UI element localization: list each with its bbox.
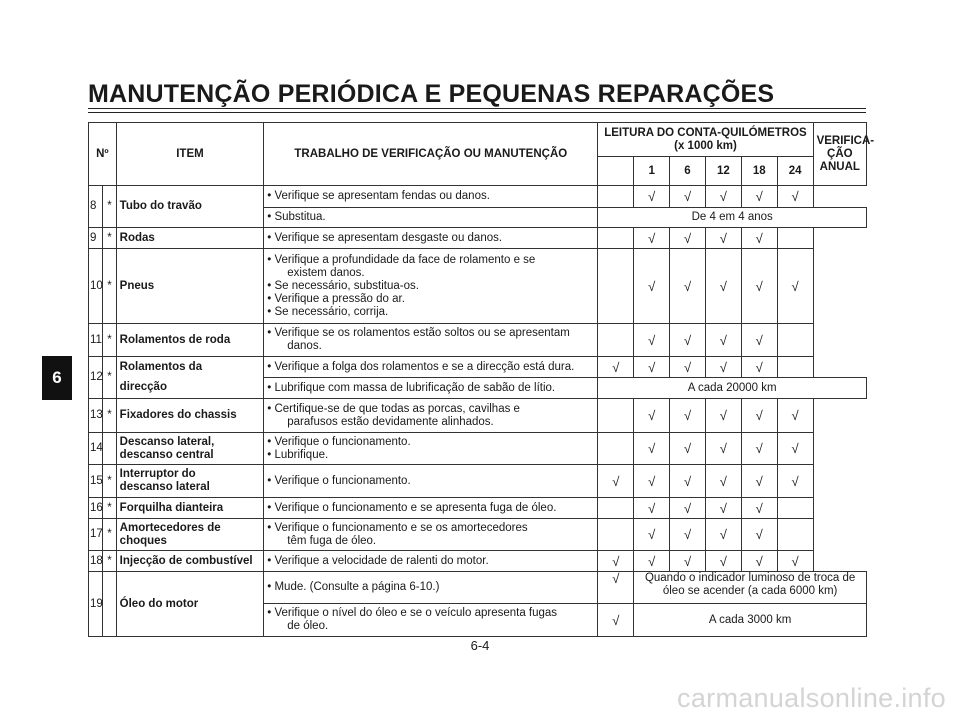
check-mark: √: [634, 498, 670, 519]
check-mark: √: [670, 433, 706, 465]
header-odometer-unit: (x 1000 km): [674, 139, 737, 152]
check-mark: √: [741, 551, 777, 572]
check-cell-empty: [598, 399, 634, 433]
item-line: Rolamentos da: [119, 361, 203, 373]
task-line: • Verifique se os rolamentos estão soltos ou se apresentam: [267, 327, 570, 339]
check-mark: √: [670, 551, 706, 572]
check-cell-empty: [598, 498, 634, 519]
check-mark: √: [741, 498, 777, 519]
check-mark: √: [670, 465, 706, 498]
item-line: choques: [119, 534, 167, 547]
row-number: 15: [89, 465, 103, 498]
row-task: • Verifique a velocidade de ralenti do motor.: [264, 551, 598, 572]
interval-text: De 4 em 4 anos: [598, 208, 867, 228]
header-odo-6: 6: [670, 157, 706, 186]
check-mark: √: [705, 551, 741, 572]
task-line: • Verifique o funcionamento.: [267, 435, 411, 448]
header-odometer: [598, 123, 813, 157]
table-row: [89, 498, 867, 519]
page-number: 6-4: [470, 638, 490, 653]
check-mark: √: [634, 465, 670, 498]
task-line: • Verifique o funcionamento e se os amortecedores: [267, 521, 528, 534]
row-task: • Mude. (Consulte a página 6-10.): [264, 572, 598, 604]
table-row: [89, 228, 867, 249]
task-line: • Verifique o nível do óleo e se o veículo apresenta fugas: [267, 607, 558, 619]
check-mark: √: [670, 324, 706, 357]
row-task: • Verifique o funcionamento.: [264, 465, 598, 498]
check-mark: √: [705, 433, 741, 465]
header-annual-line1: VERIFICA-: [816, 134, 875, 147]
row-task: • Verifique se apresentam desgaste ou danos.: [264, 228, 598, 249]
row-star: *: [103, 519, 116, 551]
item-line: Amortecedores de: [119, 521, 221, 534]
check-mark: √: [741, 186, 777, 208]
item-line: direcção: [119, 381, 167, 393]
check-mark: √: [598, 551, 634, 572]
check-cell-empty: [598, 433, 634, 465]
table-row: [89, 357, 867, 378]
task-line: • Verifique a pressão do ar.: [267, 292, 405, 305]
check-cell-empty: [777, 357, 813, 378]
check-mark: √: [741, 324, 777, 357]
check-mark: √: [670, 399, 706, 433]
check-mark: √: [634, 357, 670, 378]
task-line: parafusos estão devidamente alinhados.: [287, 415, 494, 428]
check-mark: √: [741, 433, 777, 465]
check-mark: √: [777, 433, 813, 465]
check-mark: √: [777, 186, 813, 208]
row-task: • Verifique o funcionamento e se apresenta fuga de óleo.: [264, 498, 598, 519]
interval-line: Quando o indicador luminoso de troca de: [644, 572, 856, 584]
row-star: [103, 433, 116, 465]
check-mark: √: [634, 324, 670, 357]
check-cell-empty: [777, 228, 813, 249]
row-task: [264, 519, 598, 551]
check-mark: √: [598, 357, 634, 378]
interval-line: óleo se acender (a cada 6000 km): [662, 585, 838, 597]
row-number: 18: [89, 551, 103, 572]
check-cell-empty: [598, 249, 634, 324]
check-mark: √: [705, 249, 741, 324]
check-mark: √: [741, 249, 777, 324]
row-task: [264, 399, 598, 433]
chapter-tab: 6: [42, 356, 72, 400]
watermark: carmanualsonline.info: [677, 683, 946, 713]
task-line: existem danos.: [287, 266, 365, 279]
check-cell-empty: [598, 324, 634, 357]
row-number: 10: [89, 249, 103, 324]
table-row: [89, 324, 867, 357]
row-star: *: [103, 228, 116, 249]
task-line: • Lubrifique.: [267, 448, 329, 461]
item-line: descanso lateral: [119, 481, 210, 493]
row-task: [264, 324, 598, 357]
check-mark: √: [741, 357, 777, 378]
interval-text: A cada 20000 km: [598, 378, 867, 399]
check-mark: √: [741, 465, 777, 498]
row-number: 8: [89, 186, 103, 228]
row-star: [103, 572, 116, 637]
check-mark: √: [598, 572, 634, 604]
row-item: Forquilha dianteira: [116, 498, 264, 519]
header-odo-18: 18: [741, 157, 777, 186]
check-mark: √: [705, 357, 741, 378]
check-mark: √: [741, 399, 777, 433]
check-cell-empty: [777, 519, 813, 551]
row-star: *: [103, 498, 116, 519]
row-number: 19: [89, 572, 103, 637]
row-number: 13: [89, 399, 103, 433]
row-task: [264, 604, 598, 637]
row-star: *: [103, 249, 116, 324]
row-star: *: [103, 357, 116, 399]
row-task: [264, 249, 598, 324]
row-item: Rolamentos de roda: [116, 324, 264, 357]
table-row: [89, 519, 867, 551]
item-line: Descanso lateral,: [119, 435, 215, 448]
check-mark: √: [634, 519, 670, 551]
item-line: descanso central: [119, 448, 214, 461]
check-mark: √: [777, 249, 813, 324]
task-line: • Certifique-se de que todas as porcas, cavilhas e: [267, 402, 520, 415]
check-mark: √: [634, 249, 670, 324]
row-number: 12: [89, 357, 103, 399]
check-mark: √: [741, 228, 777, 249]
check-cell-empty: [598, 228, 634, 249]
check-mark: √: [634, 228, 670, 249]
row-number: 17: [89, 519, 103, 551]
maintenance-table: [88, 122, 875, 637]
row-item: Fixadores do chassis: [116, 399, 264, 433]
check-mark: √: [705, 498, 741, 519]
item-line: Interruptor do: [119, 468, 196, 480]
task-line: de óleo.: [287, 620, 329, 632]
header-odo-1: 1: [634, 157, 670, 186]
check-mark: √: [705, 186, 741, 208]
check-mark: √: [670, 228, 706, 249]
row-star: *: [103, 465, 116, 498]
row-star: *: [103, 551, 116, 572]
row-item: Injecção de combustível: [116, 551, 264, 572]
check-mark: √: [705, 324, 741, 357]
table-row: [89, 249, 867, 324]
task-line: têm fuga de óleo.: [287, 534, 377, 547]
row-task: • Lubrifique com massa de lubrificação de sabão de lítio.: [264, 378, 598, 399]
row-item: Tubo do travão: [116, 186, 264, 228]
check-cell-empty: [598, 519, 634, 551]
check-mark: √: [705, 228, 741, 249]
header-odometer-label: LEITURA DO CONTA-QUILÓMETROS: [604, 126, 807, 139]
page-title: MANUTENÇÃO PERIÓDICA E PEQUENAS REPARAÇÕES: [88, 80, 775, 108]
check-mark: √: [634, 433, 670, 465]
row-number: 14: [89, 433, 103, 465]
row-star: *: [103, 324, 116, 357]
check-mark: √: [705, 519, 741, 551]
check-mark: √: [741, 519, 777, 551]
check-mark: √: [670, 519, 706, 551]
row-item: Rodas: [116, 228, 264, 249]
task-line: • Se necessário, substitua-os.: [267, 279, 419, 292]
row-star: *: [103, 186, 116, 228]
check-mark: √: [777, 465, 813, 498]
check-mark: √: [705, 465, 741, 498]
row-item: [116, 357, 264, 399]
row-task: [264, 433, 598, 465]
row-task: • Verifique a folga dos rolamentos e se a direcção está dura.: [264, 357, 598, 378]
header-annual-line3: ANUAL: [819, 160, 860, 173]
check-mark: √: [670, 186, 706, 208]
row-number: 16: [89, 498, 103, 519]
row-task: • Verifique se apresentam fendas ou danos.: [264, 186, 598, 208]
check-cell-empty: [598, 186, 634, 208]
task-line: • Verifique a profundidade da face de rolamento e se: [267, 253, 536, 266]
row-task: • Substitua.: [264, 208, 598, 228]
row-item: Pneus: [116, 249, 264, 324]
row-star: *: [103, 399, 116, 433]
table-row: [89, 186, 867, 208]
header-odo-spacer: [598, 157, 634, 186]
header-work: TRABALHO DE VERIFICAÇÃO OU MANUTENÇÃO: [264, 123, 598, 186]
table-row: [89, 433, 867, 465]
table-row: [89, 465, 867, 498]
interval-text: A cada 3000 km: [634, 604, 867, 637]
table-row: [89, 551, 867, 572]
task-line: danos.: [287, 340, 322, 352]
check-mark: √: [705, 399, 741, 433]
check-mark: √: [634, 186, 670, 208]
check-mark: √: [777, 551, 813, 572]
row-number: 9: [89, 228, 103, 249]
header-no: Nº: [89, 123, 117, 186]
check-mark: √: [670, 498, 706, 519]
check-mark: √: [598, 604, 634, 637]
row-item: [116, 519, 264, 551]
check-mark: √: [634, 399, 670, 433]
table-row: [89, 399, 867, 433]
check-mark: √: [634, 551, 670, 572]
check-cell-empty: [777, 324, 813, 357]
row-number: 11: [89, 324, 103, 357]
title-rule-lower: [88, 112, 866, 113]
check-cell-empty: [777, 498, 813, 519]
check-mark: √: [670, 357, 706, 378]
task-line: • Se necessário, corrija.: [267, 305, 389, 318]
row-item: [116, 465, 264, 498]
check-mark: √: [598, 465, 634, 498]
header-annual: [813, 123, 875, 186]
header-item: ITEM: [116, 123, 264, 186]
row-item: [116, 433, 264, 465]
check-mark: √: [777, 399, 813, 433]
header-annual-line2: ÇÃO: [827, 147, 853, 160]
interval-text: [634, 572, 867, 604]
header-odo-24: 24: [777, 157, 813, 186]
header-odo-12: 12: [705, 157, 741, 186]
title-rule: [88, 108, 866, 109]
check-mark: √: [670, 249, 706, 324]
table-row: [89, 572, 867, 604]
row-item: Óleo do motor: [116, 572, 264, 637]
